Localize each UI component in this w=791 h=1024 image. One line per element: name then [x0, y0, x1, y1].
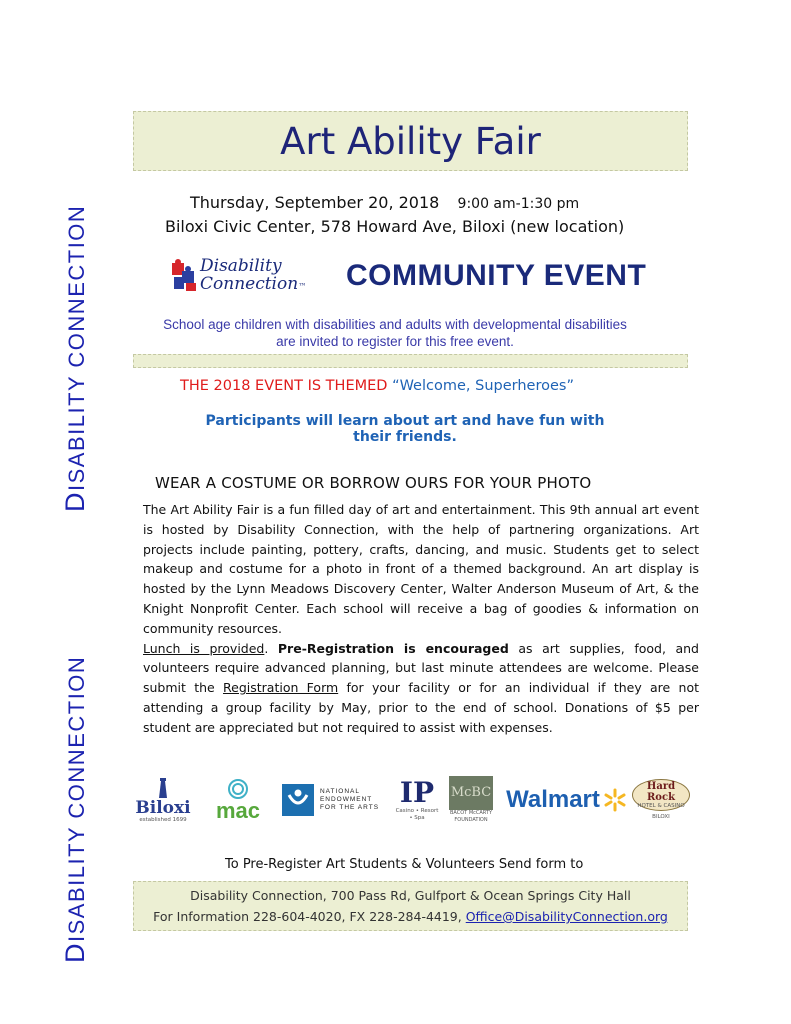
para2b: for your facility or for an individual if they are not attending a group facility by May, prior to the end of school. Donations of $5 per student are appreciated but not required to assist with expenses. [143, 680, 699, 735]
lighthouse-icon [153, 777, 173, 799]
sep: . [264, 640, 278, 656]
registration-form-link[interactable]: Registration Form [223, 680, 339, 696]
theme-line [180, 378, 650, 394]
title-box [133, 111, 688, 171]
puzzle-people-icon [170, 259, 200, 293]
invite-line2: are invited to register for this free event. [276, 334, 514, 349]
register-heading: To Pre-Register Art Students & Volunteers Send form to [225, 857, 584, 872]
nea-emblem-icon [281, 783, 315, 817]
ip-letters: IP [399, 776, 435, 809]
event-location: Biloxi Civic Center, 578 Howard Ave, Biloxi (new location) [165, 217, 625, 236]
contact-phone-line [134, 906, 687, 927]
logo-mark: ™ [298, 282, 307, 291]
mac-word: mac [215, 798, 261, 823]
side-banner-bottom [60, 656, 91, 963]
logo-text [200, 257, 306, 296]
event-time: 9:00 am-1:30 pm [457, 196, 580, 212]
swirl-icon [227, 778, 249, 800]
participants-line: Participants will learn about art and have fun with their friends. [205, 413, 605, 445]
mccarty-sub: BACOT McCARTY FOUNDATION [449, 810, 493, 823]
sponsor-hardrock-logo [630, 770, 692, 830]
biloxi-word: Biloxi [135, 797, 191, 818]
body-para1: The Art Ability Fair is a fun filled day of art and entertainment. This 9th annual art event is hosted by Disability Connection, with the help of partnering organizations. Art projects include painting, pottery, crafts, dancing, and music. Students get to select makeup and costume for a photo in front of a themed background. An art display is hosted by the Lynn Meadows Discovery Center, Walter Anderson Museum of Art, & the Knight Nonprofit Center. Each school will receive a bag of goodies & information on community resources. [143, 502, 699, 636]
event-date-line [190, 193, 650, 212]
invite-line1: School age children with disabilities and adults with developmental disabilities [163, 317, 627, 332]
hardrock-badge [632, 779, 690, 811]
divider-bar [133, 354, 688, 368]
invite-text [130, 316, 660, 350]
logo-line2: Connection [200, 274, 299, 294]
sponsor-biloxi-logo [133, 770, 193, 830]
community-event-heading: COMMUNITY EVENT [346, 259, 647, 292]
nea-line1: NATIONAL [319, 788, 360, 795]
contact-email-link[interactable]: Office@DisabilityConnection.org [465, 909, 668, 924]
banner-cap: D [60, 491, 90, 512]
page-title: Art Ability Fair [280, 120, 541, 163]
hardrock-line2: HOTEL & CASINO [637, 802, 685, 809]
nea-line3: FOR THE ARTS [319, 804, 380, 811]
contact-phone: For Information 228-604-4020, FX 228-284-4419, [153, 909, 466, 924]
hardrock-line1: Hard Rock [646, 780, 676, 803]
costume-heading: WEAR A COSTUME OR BORROW OURS FOR YOUR PHOTO [155, 474, 592, 492]
mccarty-mono: McBC [449, 776, 493, 810]
body-text [143, 500, 699, 738]
banner-text: ISABILITY CONNECTION [64, 204, 89, 491]
side-banner-top [60, 205, 91, 512]
hardrock-line3: BILOXI [652, 814, 670, 820]
nea-text [320, 788, 379, 812]
disability-connection-logo [170, 255, 340, 301]
para2a: as art supplies, food, and volunteers require advanced planning, but last minute attendees are welcome. Please submit the [143, 640, 699, 696]
theme-prefix: THE 2018 EVENT IS THEMED [180, 378, 388, 394]
logo-line1: Disability [200, 256, 282, 276]
ip-sub: Casino • Resort • Spa [395, 808, 439, 821]
banner-cap: D [60, 942, 90, 963]
sponsor-nea-logo [280, 770, 380, 830]
contact-box [133, 881, 688, 931]
spark-icon [603, 788, 627, 812]
lunch-note: Lunch is provided [143, 640, 265, 656]
sponsor-ip-logo [394, 770, 440, 830]
sponsor-mccarty-logo [446, 770, 496, 830]
body-para2 [143, 639, 699, 738]
prereg-note: Pre-Registration is encouraged [277, 640, 509, 656]
walmart-word: Walmart [506, 786, 600, 813]
biloxi-sub: established 1699 [139, 816, 187, 823]
theme-quote: “Welcome, Superheroes” [392, 378, 574, 394]
nea-line2: ENDOWMENT [319, 796, 373, 803]
sponsor-walmart-logo [504, 770, 629, 830]
event-date: Thursday, September 20, 2018 [190, 193, 440, 212]
banner-text: ISABILITY CONNECTION [64, 655, 89, 942]
contact-address: Disability Connection, 700 Pass Rd, Gulfport & Ocean Springs City Hall [190, 888, 631, 903]
sponsor-mac-logo [207, 770, 269, 830]
